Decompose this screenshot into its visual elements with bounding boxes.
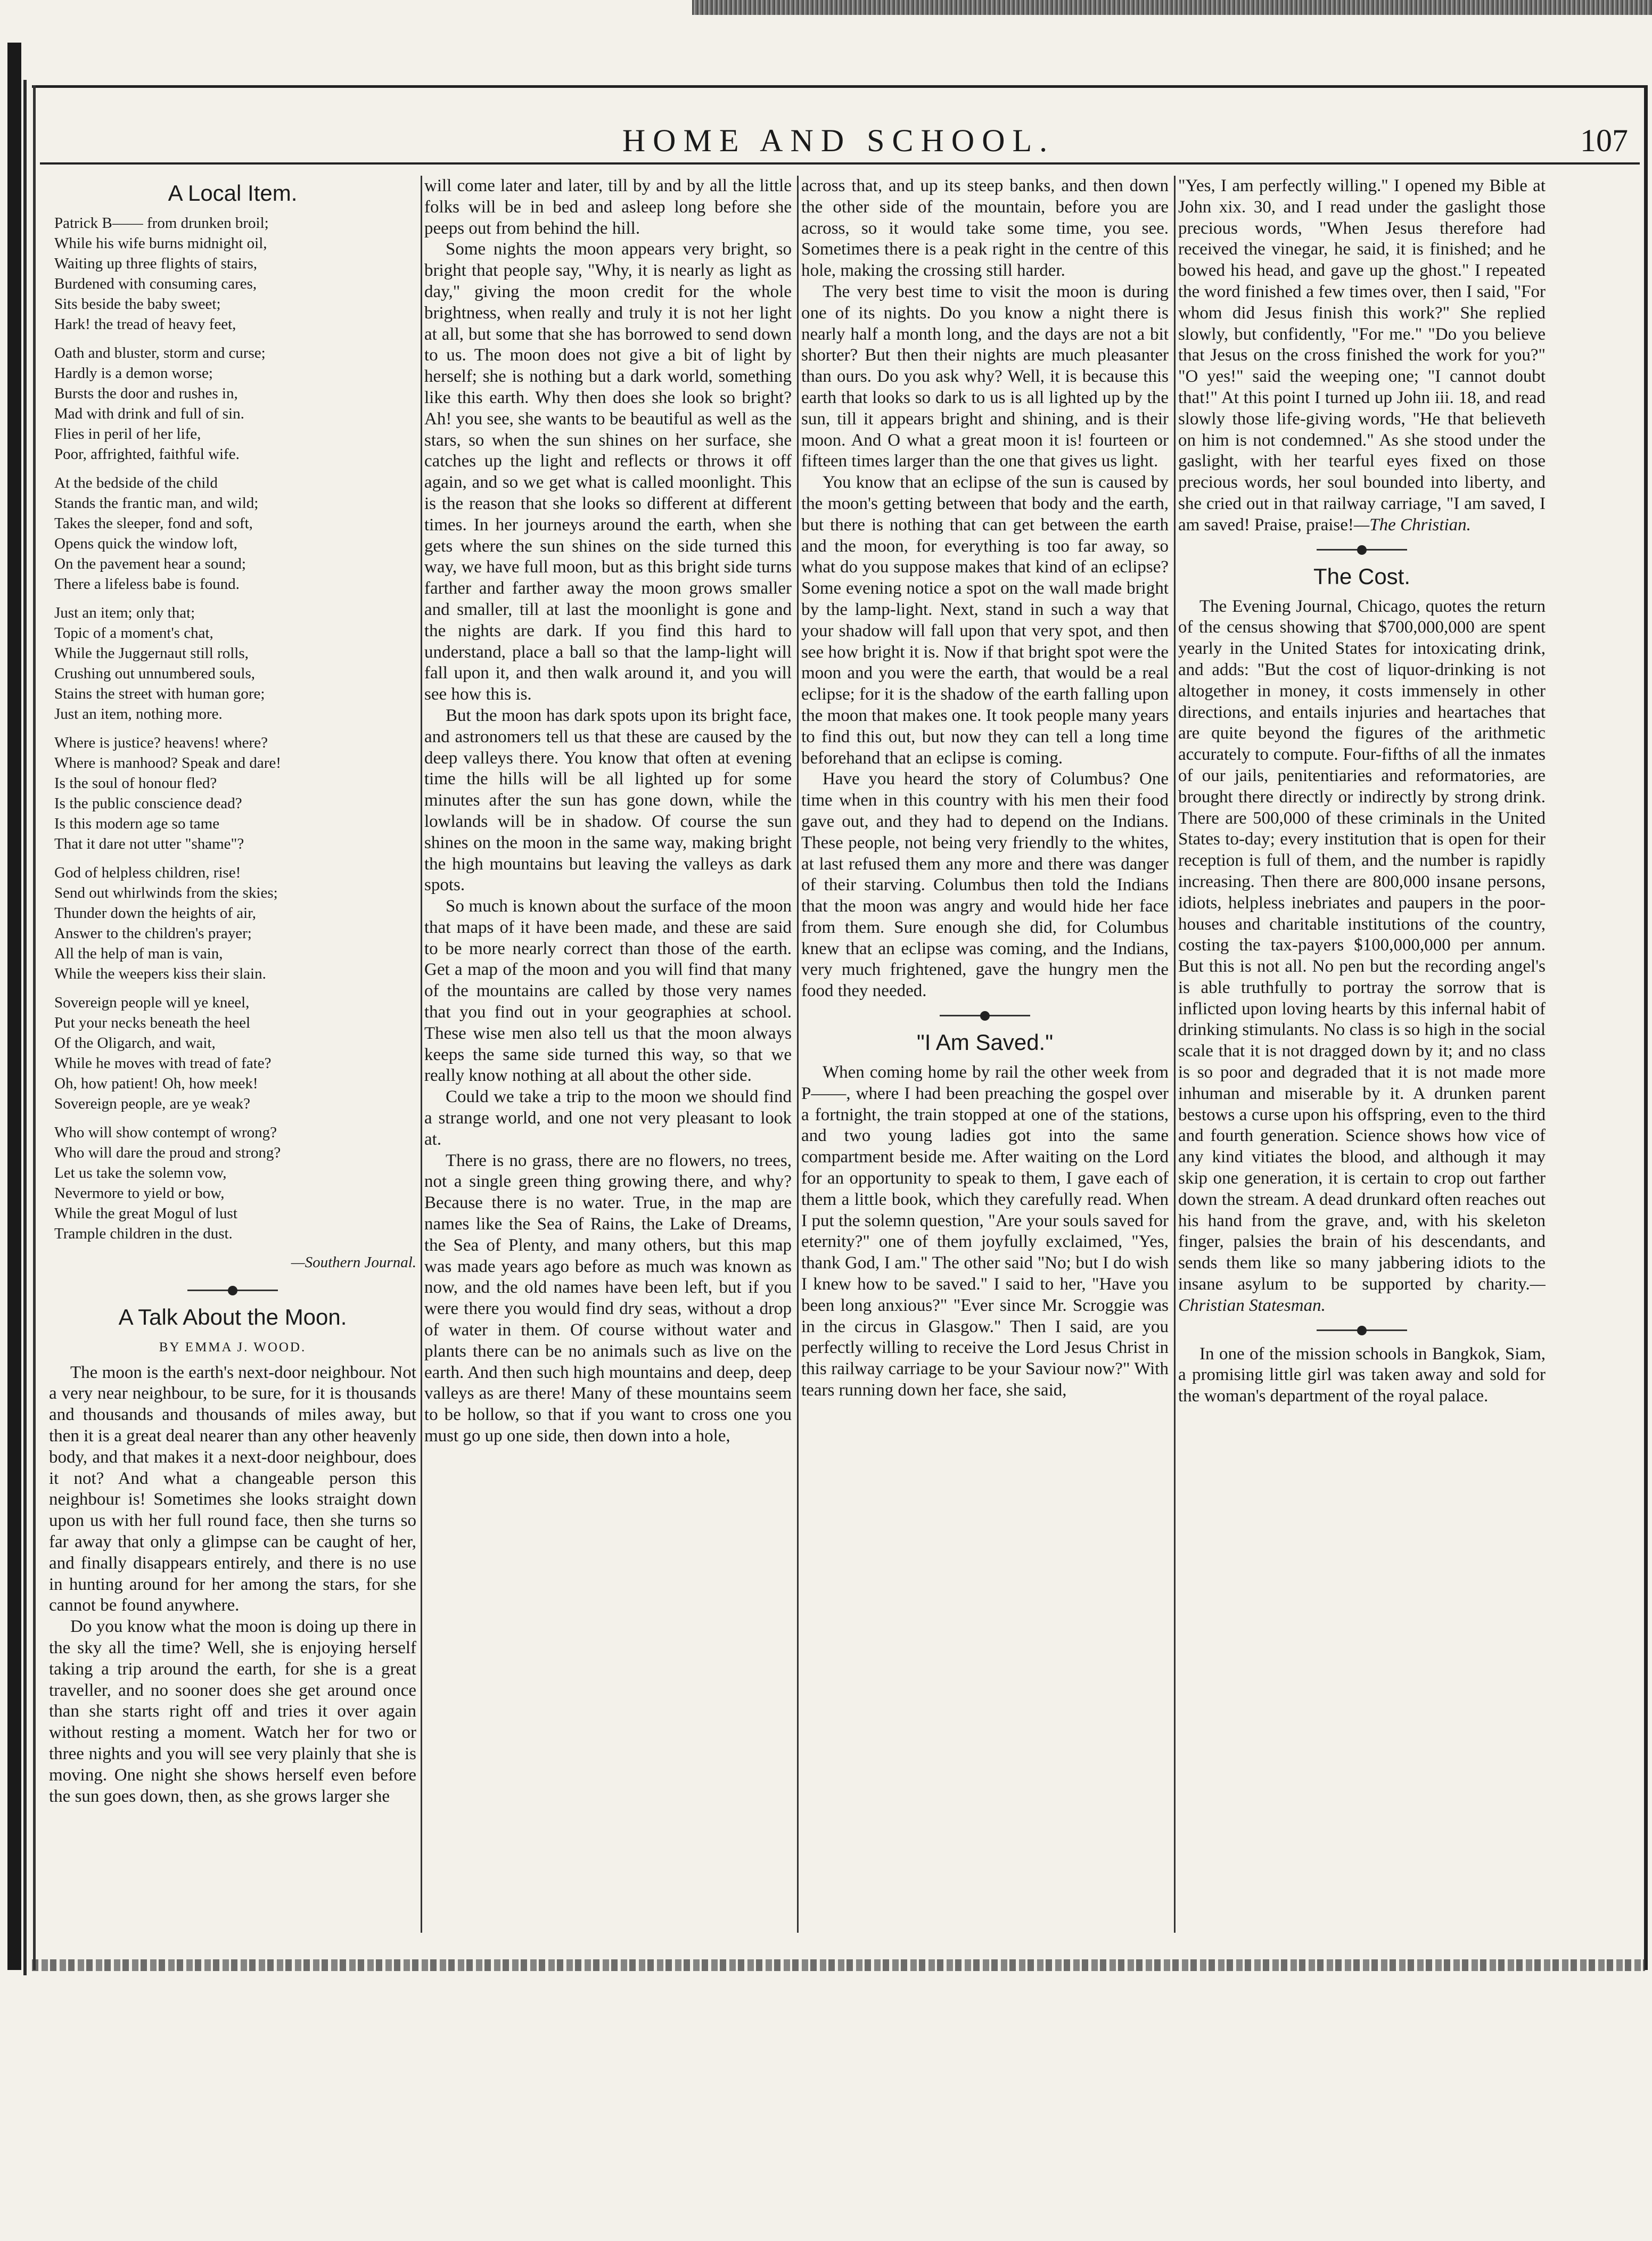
poem-line: Sits beside the baby sweet; <box>54 295 221 313</box>
poem-line: Opens quick the window loft, <box>54 535 237 552</box>
poem-line: Hardly is a demon worse; <box>54 365 213 382</box>
article-paragraph: But the moon has dark spots upon its bright face, and astronomers tell us that these are caused by the deep valleys there. You know that often at evening time the hills will be all lighted up for some minutes after the sun has gone down, while the lowlands will be in shadow. Of course the sun shines on the moon in the same way, making bright the high mountains but leaving the valleys as dark spots. <box>424 705 792 895</box>
poem-credit: —Southern Journal. <box>291 1254 416 1271</box>
moon-article-byline: BY EMMA J. WOOD. <box>159 1340 307 1355</box>
poem-line: While his wife burns midnight oil, <box>54 235 267 252</box>
column-4 <box>1178 176 1546 1938</box>
poem-line: Bursts the door and rushes in, <box>54 385 238 402</box>
article-paragraph: Could we take a trip to the moon we should find a strange world, and one not very pleasant to look at. <box>424 1087 792 1149</box>
saved-article-credit: —The Christian. <box>1353 515 1471 535</box>
poem-line: Is the soul of honour fled? <box>54 775 217 792</box>
poem-stanza <box>54 213 416 334</box>
poem-line: Who will show contempt of wrong? <box>54 1124 277 1141</box>
poem-line: While the weepers kiss their slain. <box>54 965 266 982</box>
poem-stanza <box>54 863 416 984</box>
article-paragraph: Have you heard the story of Columbus? One time when in this country with his men their food gave out, and they had to depend on the Indians. These people, not being very friendly to the whites, at last refused them any more and there was danger of their starving. Columbus then told the Indians that the moon was angry and would hide her face from them. Sure enough she did, for Columbus knew that an eclipse was coming, and the Indians, very much frightened, gave the hungry men the food they needed. <box>801 769 1169 1001</box>
poem-line: There a lifeless babe is found. <box>54 576 240 593</box>
article-paragraph: You know that an eclipse of the sun is caused by the moon's getting between that body and the earth, but there is nothing that can get between the earth and the moon, for everything is too far away, so what do you suppose makes that kind of an eclipse? Some evening notice a spot on the wall made bright by the lamp-light. Next, stand in such a way that your shadow will fall upon that very spot, and then see how bright it is. Now if that bright spot were the moon and you were the earth, that would be a real eclipse; for it is the shadow of the earth falling upon the moon that makes one. It took people many years to find this out, but now they can tell a long time beforehand that an eclipse is coming. <box>801 473 1169 768</box>
poem-line: All the help of man is vain, <box>54 945 223 962</box>
page-number: 107 <box>1580 123 1628 158</box>
page-header <box>37 93 1640 162</box>
poem-line: On the pavement hear a sound; <box>54 555 246 572</box>
poem-line: Sovereign people, are ye weak? <box>54 1095 250 1112</box>
cost-article-credit: —Christian Statesman. <box>1178 1275 1546 1315</box>
poem-stanza <box>54 343 416 464</box>
poem-line: Is the public conscience dead? <box>54 795 242 812</box>
poem-line: God of helpless children, rise! <box>54 864 241 881</box>
poem-line: Where is justice? heavens! where? <box>54 734 268 751</box>
cost-article-heading: The Cost. <box>1313 563 1411 589</box>
article-paragraph: Do you know what the moon is doing up there in the sky all the time? Well, she is enjoying herself taking a trip around the earth, for she is a great traveller, and no sooner does she get around once than she starts right off and tries it over again without resting a moment. Watch her for two or three nights and you will see very plainly that she is moving. One night she shows herself even before the sun goes down, then, as she grows larger she <box>49 1617 416 1806</box>
binding-edge <box>7 43 21 1970</box>
article-paragraph: The moon is the earth's next-door neighbour. Not a very near neighbour, to be sure, for it is thousands and thousands and thousands of miles away, but then it is a great deal nearer than any other heavenly body, and that makes it a next-door neighbour, does it not? And what a changeable person this neighbour is! Sometimes she looks straight down upon us with her full round face, then she turns so far away that only a glimpse can be caught of her, and finally disappears entirely, and there is no use in hunting around for her among the stars, for she cannot be found anywhere. <box>49 1362 416 1615</box>
article-paragraph: When coming home by rail the other week from P——, where I had been preaching the gospel over a fortnight, the train stopped at one of the stations, and two young ladies got into the same compartment beside me. After waiting on the Lord for an opportunity to speak to them, I gave each of them a little book, which they carefully read. When I put the solemn question, "Are your souls saved for eternity?" one of them joyfully exclaimed, "Yes, thank God, I am." The other said "No; but I do wish I knew how to be saved." I said to her, "Have you been long anxious?" "Ever since Mr. Scroggie was in the circus in Glasgow." Then I said, are you perfectly willing to receive the Lord Jesus Christ in this railway carriage to be your Saviour now?" With tears running down her face, she said, <box>801 1063 1169 1400</box>
section-separator <box>187 1290 278 1291</box>
poem-line: Put your necks beneath the heel <box>54 1014 251 1031</box>
poem-line: Poor, affrighted, faithful wife. <box>54 446 240 463</box>
article-paragraph: So much is known about the surface of the moon that maps of it have been made, and these are said to be more nearly correct than those of the earth. Get a map of the moon and you will find that many of the mountains are called by those very names that you find out in your geographies at school. These wise men also tell us that the moon always keeps the same side turned this way, so that we really know nothing at all about the other side. <box>424 897 792 1086</box>
column-divider <box>1174 176 1176 1933</box>
poem-line: Trample children in the dust. <box>54 1225 233 1242</box>
poem-stanza <box>54 473 416 594</box>
cost-article-text: The Evening Journal, Chicago, quotes the return of the census showing that $700,000,000 are spent yearly in the United States for intoxicating drink, and adds: "But the cost of liquor-drinking is not altogether in money, it costs immensely in other directions, and entails injuries and heartaches that are quite beyond the figures of the arithmetic accurately to compute. Four-fifths of all the inmates of our jails, penitentiaries and reformatories, are brought there directly or indirectly by strong drink. There are 500,000 of these criminals in the United States to-day; every institution that is open for their reception is full of them, and the number is rapidly increasing. Then there are 800,000 insane persons, idiots, helpless inebriates and paupers in the poor-houses and charitable institutions of the country, costing the tax-payers $100,000,000 per annum. But this is not all. No pen but the recording angel's is able truthfully to portray the sorrow that is inflicted upon loving hearts by this infernal habit of drinking stimulants. No class is so high in the social scale that it is not dragged down by it; and no class is so poor and degraded that it is not made more inhuman and miserable by it. A drunken parent bestows a curse upon his offspring, even to the third and fourth generation. Science shows how vice of any kind vitiates the blood, and although it may skip one generation, it is certain to crop out farther down the stream. A dead drunkard often reaches out his hand from the grave, and, with his skeleton finger, palsies the brain of his descendants, and sends them like so many jabbering idiots to the insane asylum to be supported by charity. <box>1178 596 1546 1294</box>
column-2 <box>424 176 792 1938</box>
poem-line: Let us take the solemn vow, <box>54 1164 227 1181</box>
poem-line: Is this modern age so tame <box>54 815 220 832</box>
poem-line: Mad with drink and full of sin. <box>54 405 244 422</box>
frame-top-rule <box>32 85 1648 88</box>
article-paragraph: across that, and up its steep banks, and then down the other side of the mountain, before you are across, so it would take some time, you see. Sometimes there is a peak right in the centre of this hole, making the crossing still harder. <box>801 176 1169 281</box>
poem-line: Just an item; only that; <box>54 604 195 621</box>
article-paragraph: Some nights the moon appears very bright, so bright that people say, "Why, it is nearly as light as day," giving the moon credit for the whole brightness, when really and truly it is not her light at all, but some that she has borrowed to send down to us. The moon does not give a bit of light by herself; she is nothing but a dark world, something like this earth. Why then does she look so bright? Ah! you see, she wants to be beautiful as well as the stars, so when the sun shines on her surface, she catches up the light and reflects or throws it off again, and so we get what is called moonlight. This is the reason that she looks so different at different times. In her journeys around the earth, when she gets where the sun shines on the side turned this way, we have full moon, but as this bright side turns farther and farther away the moon grows smaller and smaller, till at last the moonlight is gone and the nights are dark. If you find this hard to understand, place a ball so that the lamp-light will fall upon it, and then walk around it, and you will see how this is. <box>424 240 792 704</box>
column-1 <box>49 176 416 1938</box>
poem-line: Flies in peril of her life, <box>54 425 201 442</box>
column-3 <box>801 176 1169 1938</box>
article-paragraph: will come later and later, till by and by all the little folks will be in bed and asleep long before she peeps out from behind the hill. <box>424 176 792 238</box>
poem-line: Oh, how patient! Oh, how meek! <box>54 1075 258 1092</box>
saved-article-text: "Yes, I am perfectly willing." I opened my Bible at John xix. 30, and I read under the gaslight those precious words, "When Jesus therefore had received the vinegar, he said, it is finished; and he bowed his head, and gave up the ghost." I repeated the word finished a few times over, then I said, "For whom did Jesus finish this work?" She replied slowly, but confidently, "For me." "Do you believe that Jesus on the cross finished the work for you?" "O yes!" said the weeping one; "I cannot doubt that!" At this point I turned up John iii. 18, and read slowly those life-giving words, "He that believeth on him is not condemned." As she stood under the gaslight, with her tearful eyes fixed on those precious words, her soul bounded into liberty, and she cried out in that railway carriage, "I am saved, I am saved! Praise, praise! <box>1178 176 1546 535</box>
poem-line: Stands the frantic man, and wild; <box>54 495 259 512</box>
poem-line: Topic of a moment's chat, <box>54 625 213 642</box>
poem-line: While the Juggernaut still rolls, <box>54 645 249 662</box>
column-divider <box>797 176 799 1933</box>
poem-line: Where is manhood? Speak and dare! <box>54 754 281 771</box>
poem-line: Oath and bluster, storm and curse; <box>54 344 266 362</box>
poem-stanza <box>54 1122 416 1244</box>
poem-line: Takes the sleeper, fond and soft, <box>54 515 253 532</box>
column-divider <box>421 176 422 1933</box>
poem-stanza <box>54 992 416 1114</box>
poem-line: While the great Mogul of lust <box>54 1205 237 1222</box>
local-item-poem <box>54 213 416 1244</box>
local-item-heading: A Local Item. <box>168 180 298 206</box>
poem-line: Nevermore to yield or bow, <box>54 1185 225 1202</box>
poem-line: Burdened with consuming cares, <box>54 275 257 292</box>
poem-line: Just an item, nothing more. <box>54 705 223 723</box>
bangkok-note: In one of the mission schools in Bangkok, Siam, a promising little girl was taken away and sold for the woman's department of the royal palace. <box>1178 1344 1546 1406</box>
frame-right-rule <box>1644 85 1648 1970</box>
poem-line: Waiting up three flights of stairs, <box>54 255 258 272</box>
section-separator <box>1317 549 1407 551</box>
binding-edge-inner <box>23 80 27 1975</box>
poem-line: While he moves with tread of fate? <box>54 1055 272 1072</box>
poem-line: Answer to the children's prayer; <box>54 925 252 942</box>
saved-article-heading: "I Am Saved." <box>916 1030 1054 1055</box>
poem-stanza <box>54 733 416 854</box>
poem-line: Send out whirlwinds from the skies; <box>54 884 278 901</box>
article-paragraph: The very best time to visit the moon is during one of its nights. Do you know a night there is nearly half a month long, and the days are not a bit shorter? But then their nights are much pleasanter than ours. Do you ask why? Well, it is because this earth that looks so dark to us is all lighted up by the sun, till it appears bright and shining, and is their moon. And O what a great moon it is! fourteen or fifteen times larger than the one that gives us light. <box>801 282 1169 471</box>
poem-line: Patrick B—— from drunken broil; <box>54 215 269 232</box>
article-paragraph <box>1178 176 1546 536</box>
section-separator <box>1317 1329 1407 1331</box>
poem-stanza <box>54 603 416 724</box>
poem-line: Sovereign people will ye kneel, <box>54 994 250 1011</box>
poem-line: Crushing out unnumbered souls, <box>54 665 255 682</box>
top-edge-band <box>692 0 1652 15</box>
poem-line: Thunder down the heights of air, <box>54 905 256 922</box>
article-paragraph: There is no grass, there are no flowers, no trees, not a single green thing growing there, and why? Because there is no water. True, in the map are names like the Sea of Rains, the Lake of Dreams, the Sea of Plenty, and many others, but this map was made years ago before as much was known as now, and the old names have been left, but if you were there you would find dry seas, without a drop of water in them. Of course without water and plants there can be no animals such as live on the earth. And then such high mountains and deep, deep valleys as are there! Many of these mountains seem to be hollow, so that if you want to cross one you must go up one side, then down into a hole, <box>424 1151 792 1446</box>
bottom-edge-band <box>32 1959 1645 1971</box>
page-title: HOME AND SCHOOL. <box>622 123 1055 158</box>
poem-line: Who will dare the proud and strong? <box>54 1144 281 1161</box>
poem-line: Hark! the tread of heavy feet, <box>54 316 236 333</box>
frame-left-rule <box>33 85 36 1970</box>
poem-line: Stains the street with human gore; <box>54 685 265 702</box>
article-paragraph <box>1178 596 1546 1317</box>
poem-line: That it dare not utter "shame"? <box>54 835 244 852</box>
poem-line: At the bedside of the child <box>54 474 218 491</box>
poem-line: Of the Oligarch, and wait, <box>54 1035 216 1052</box>
moon-article-heading: A Talk About the Moon. <box>118 1304 347 1329</box>
section-separator <box>940 1015 1030 1016</box>
header-rule <box>40 162 1640 165</box>
